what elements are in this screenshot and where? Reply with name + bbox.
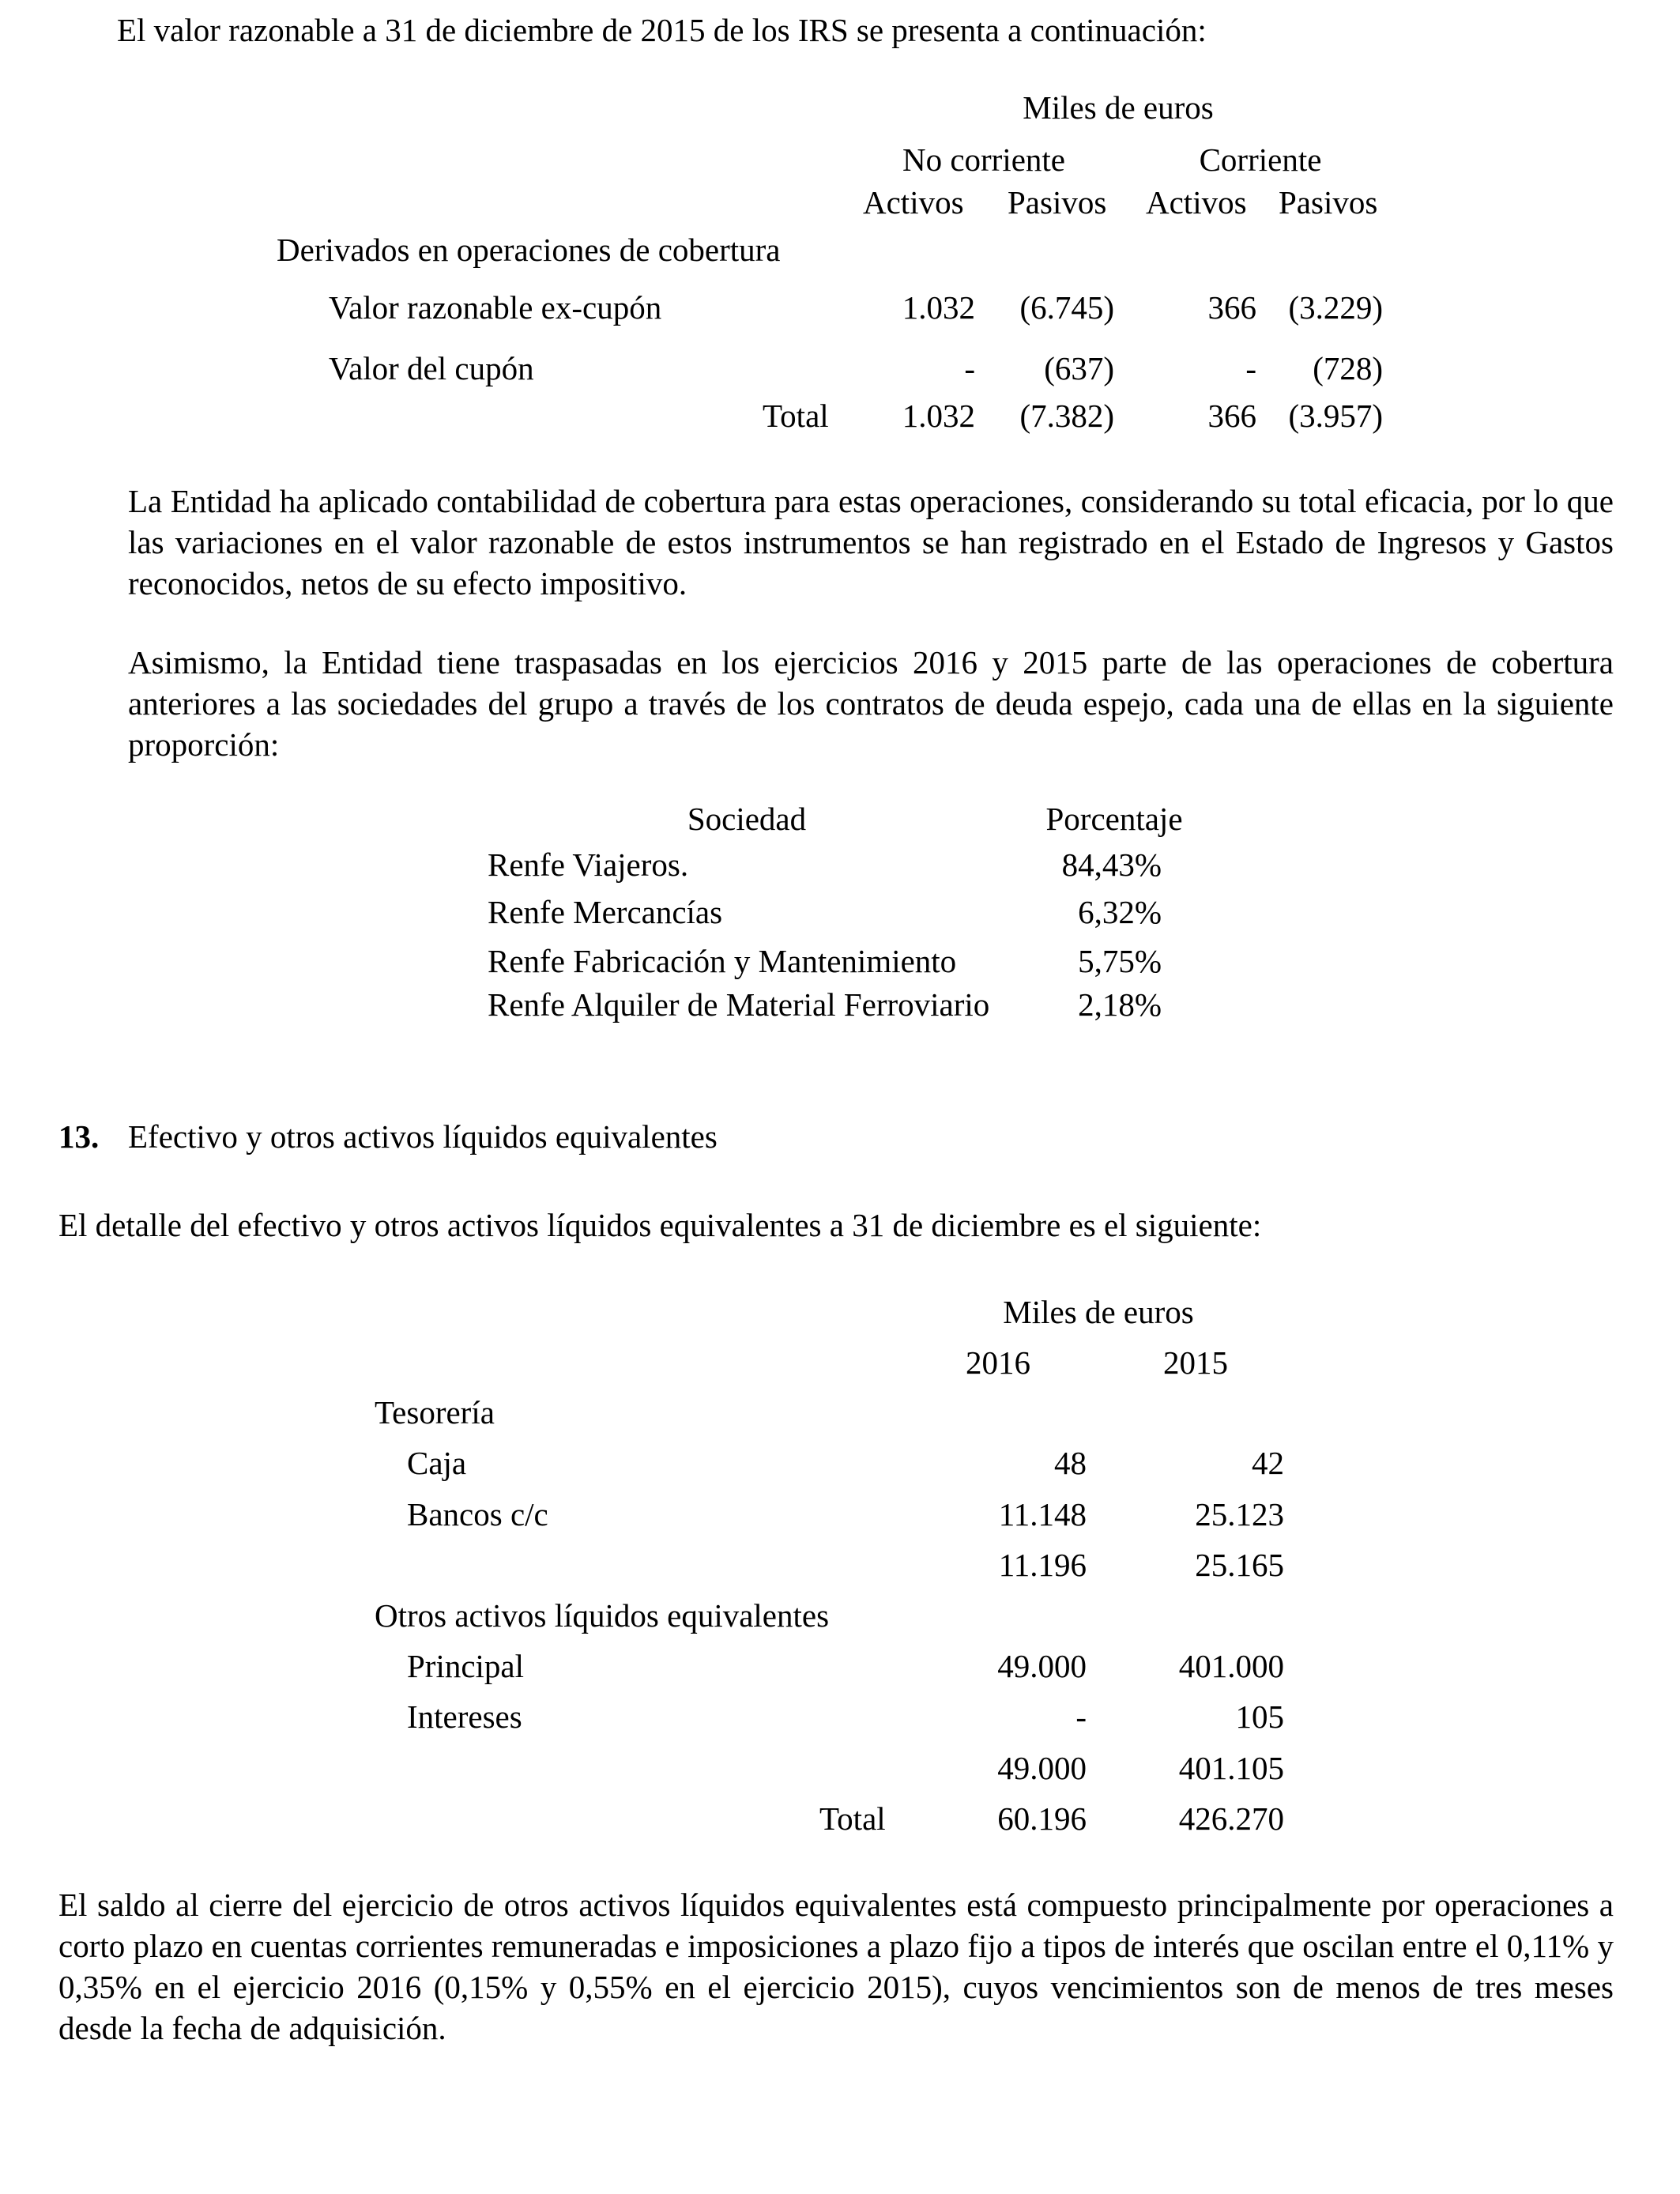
cash-intro-text: El detalle del efectivo y otros activos líquidos equivalentes a 31 de diciembre es el siguiente: (58, 1207, 1262, 1243)
total-label: Total (763, 398, 829, 434)
cell-value: 105 (1235, 1698, 1284, 1735)
irs-group-corriente: Corriente (1199, 141, 1322, 178)
row-label: Valor razonable ex-cupón (329, 289, 662, 326)
col-sociedad-header: Sociedad (687, 801, 807, 837)
row-label: Caja (407, 1445, 467, 1481)
col-porcentaje-header: Porcentaje (1045, 801, 1183, 837)
cell-value: 366 (1207, 289, 1256, 326)
row-label: Principal (407, 1648, 525, 1684)
group-tesoreria: Tesorería (375, 1394, 495, 1431)
paragraph-cobertura: La Entidad ha aplicado contabilidad de cobertura para estas operaciones, considerando su total eficacia, por lo que las variaciones en el valor razonable de estos instrumentos se han registrado en el Estado de Ingresos y Gastos reconocidos, netos de su efecto impositivo. (128, 483, 1614, 601)
cell-value: 1.032 (902, 289, 975, 326)
paragraph-traspaso: Asimismo, la Entidad tiene traspasadas en los ejercicios 2016 y 2015 parte de las operaciones de cobertura anteriores a las sociedades del grupo a través de los contratos de deuda espejo, cada una de ellas en la siguiente proporción: (128, 644, 1614, 763)
section-number: 13. (58, 1118, 100, 1155)
row-label: Valor del cupón (329, 350, 534, 386)
row-label: Intereses (407, 1698, 522, 1735)
group-otros-activos: Otros activos líquidos equivalentes (375, 1597, 830, 1634)
cell-value: 401.105 (1178, 1750, 1284, 1786)
cell-value: 49.000 (997, 1750, 1087, 1786)
cell-value: 25.123 (1195, 1496, 1284, 1532)
cell-value: 366 (1207, 398, 1256, 434)
section-title: Efectivo y otros activos líquidos equivalentes (128, 1118, 718, 1155)
porcentaje-value: 6,32% (1078, 894, 1162, 930)
cell-value: (7.382) (1019, 398, 1114, 434)
year-2015-header: 2015 (1163, 1344, 1228, 1381)
irs-unit-header: Miles de euros (1023, 89, 1214, 126)
cell-value: 42 (1252, 1445, 1284, 1481)
cell-value: 11.196 (998, 1547, 1087, 1583)
sociedad-name: Renfe Mercancías (488, 894, 723, 930)
irs-section-label: Derivados en operaciones de cobertura (277, 232, 781, 268)
irs-col-c-pasivos: Pasivos (1279, 184, 1378, 221)
porcentaje-value: 2,18% (1078, 986, 1162, 1023)
cell-value: 25.165 (1195, 1547, 1284, 1583)
irs-col-nc-activos: Activos (863, 184, 964, 221)
total-label: Total (819, 1800, 886, 1837)
cell-value: 60.196 (997, 1800, 1087, 1837)
cell-value: 426.270 (1178, 1800, 1284, 1837)
cell-value: 49.000 (997, 1648, 1087, 1684)
intro-text: El valor razonable a 31 de diciembre de 2015 de los IRS se presenta a continuación: (117, 12, 1207, 48)
cell-value: - (964, 350, 975, 386)
sociedad-name: Renfe Viajeros. (488, 846, 689, 883)
cell-value: (3.957) (1288, 398, 1383, 434)
cell-value: 11.148 (998, 1496, 1087, 1532)
cell-value: (637) (1044, 350, 1114, 386)
sociedad-name: Renfe Fabricación y Mantenimiento (488, 943, 957, 979)
cell-value: (6.745) (1019, 289, 1114, 326)
cell-value: (728) (1313, 350, 1383, 386)
irs-group-no-corriente: No corriente (902, 141, 1066, 178)
cell-value: 401.000 (1178, 1648, 1284, 1684)
year-2016-header: 2016 (966, 1344, 1030, 1381)
irs-col-nc-pasivos: Pasivos (1008, 184, 1107, 221)
cell-value: (3.229) (1288, 289, 1383, 326)
cell-value: - (1075, 1698, 1087, 1735)
porcentaje-value: 5,75% (1078, 943, 1162, 979)
row-label: Bancos c/c (407, 1496, 548, 1532)
cash-unit-header: Miles de euros (1003, 1294, 1194, 1330)
sociedad-name: Renfe Alquiler de Material Ferroviario (488, 986, 990, 1023)
porcentaje-value: 84,43% (1061, 846, 1162, 883)
cell-value: 48 (1054, 1445, 1087, 1481)
irs-col-c-activos: Activos (1146, 184, 1247, 221)
paragraph-saldo: El saldo al cierre del ejercicio de otros activos líquidos equivalentes está compuesto principalmente por operaciones a corto plazo en cuentas corrientes remuneradas e imposiciones a plazo fijo a tipos de interés que oscilan entre el 0,11% y 0,35% en el ejercicio 2016 (0,15% y 0,55% en el ejercicio 2015), cuyos vencimientos son de menos de tres meses desde la fecha de adquisición. (58, 1887, 1614, 2046)
cell-value: 1.032 (902, 398, 975, 434)
cell-value: - (1245, 350, 1256, 386)
